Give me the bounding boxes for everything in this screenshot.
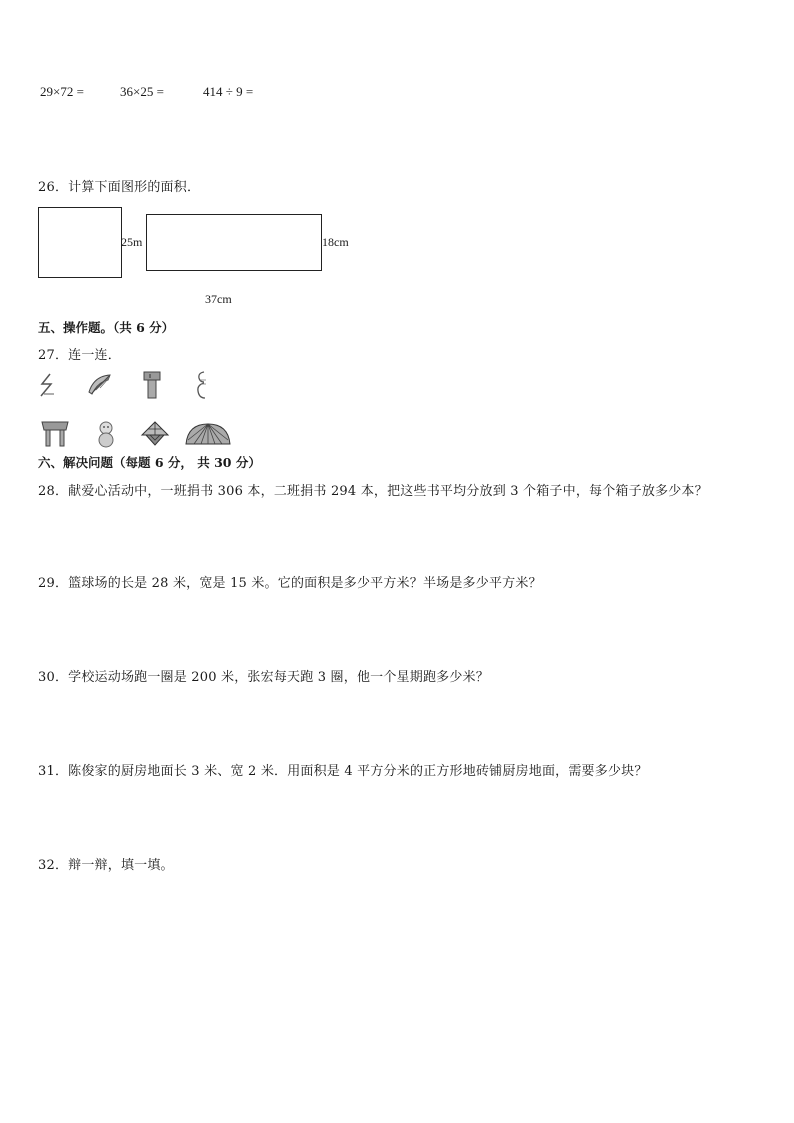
question-26: 26．计算下面图形的面积．: [38, 180, 201, 195]
question-30: 30．学校运动场跑一圈是 200 米，张宏每天跑 3 圈，他一个星期跑多少米？: [38, 670, 489, 685]
question-28: 28．献爱心活动中，一班捐书 306 本，二班捐书 294 本，把这些书平均分放到 3 个箱子中，每个箱子放多少本？: [38, 484, 708, 499]
question-32: 32．辩一辩，填一填。: [38, 858, 174, 873]
question-31: 31．陈俊家的厨房地面长 3 米、宽 2 米．用面积是 4 平方分米的正方形地砖铺厨房地面，需要多少块？: [38, 764, 648, 779]
table-front-icon: [40, 420, 70, 448]
snowman-side-icon: [196, 370, 210, 400]
equation-1: 29×72 =: [40, 84, 84, 99]
bottle-side-icon: [142, 370, 162, 400]
equation-3: 414 ÷ 9 =: [203, 84, 254, 99]
question-29: 29．篮球场的长是 28 米，宽是 15 米。它的面积是多少平方米？半场是多少平方米？: [38, 576, 542, 591]
rectangle-figure: [146, 214, 322, 271]
snowman-front-icon: [94, 420, 118, 448]
lightning-fragment-icon: [38, 372, 58, 398]
umbrella-side-icon: [86, 372, 112, 398]
square-side-label: 25m: [121, 235, 143, 249]
square-figure: [38, 207, 122, 278]
umbrella-top-icon: [184, 422, 232, 446]
equation-2: 36×25 =: [120, 84, 164, 99]
rectangle-width-label: 37cm: [205, 292, 232, 306]
section-6-title: 六、解决问题（每题 6 分， 共 30 分）: [38, 455, 261, 470]
rectangle-height-label: 18cm: [322, 235, 349, 249]
section-5-title: 五、操作题。（共 6 分）: [38, 320, 175, 335]
tangram-house-icon: [140, 420, 170, 448]
question-27: 27．连一连．: [38, 348, 121, 363]
